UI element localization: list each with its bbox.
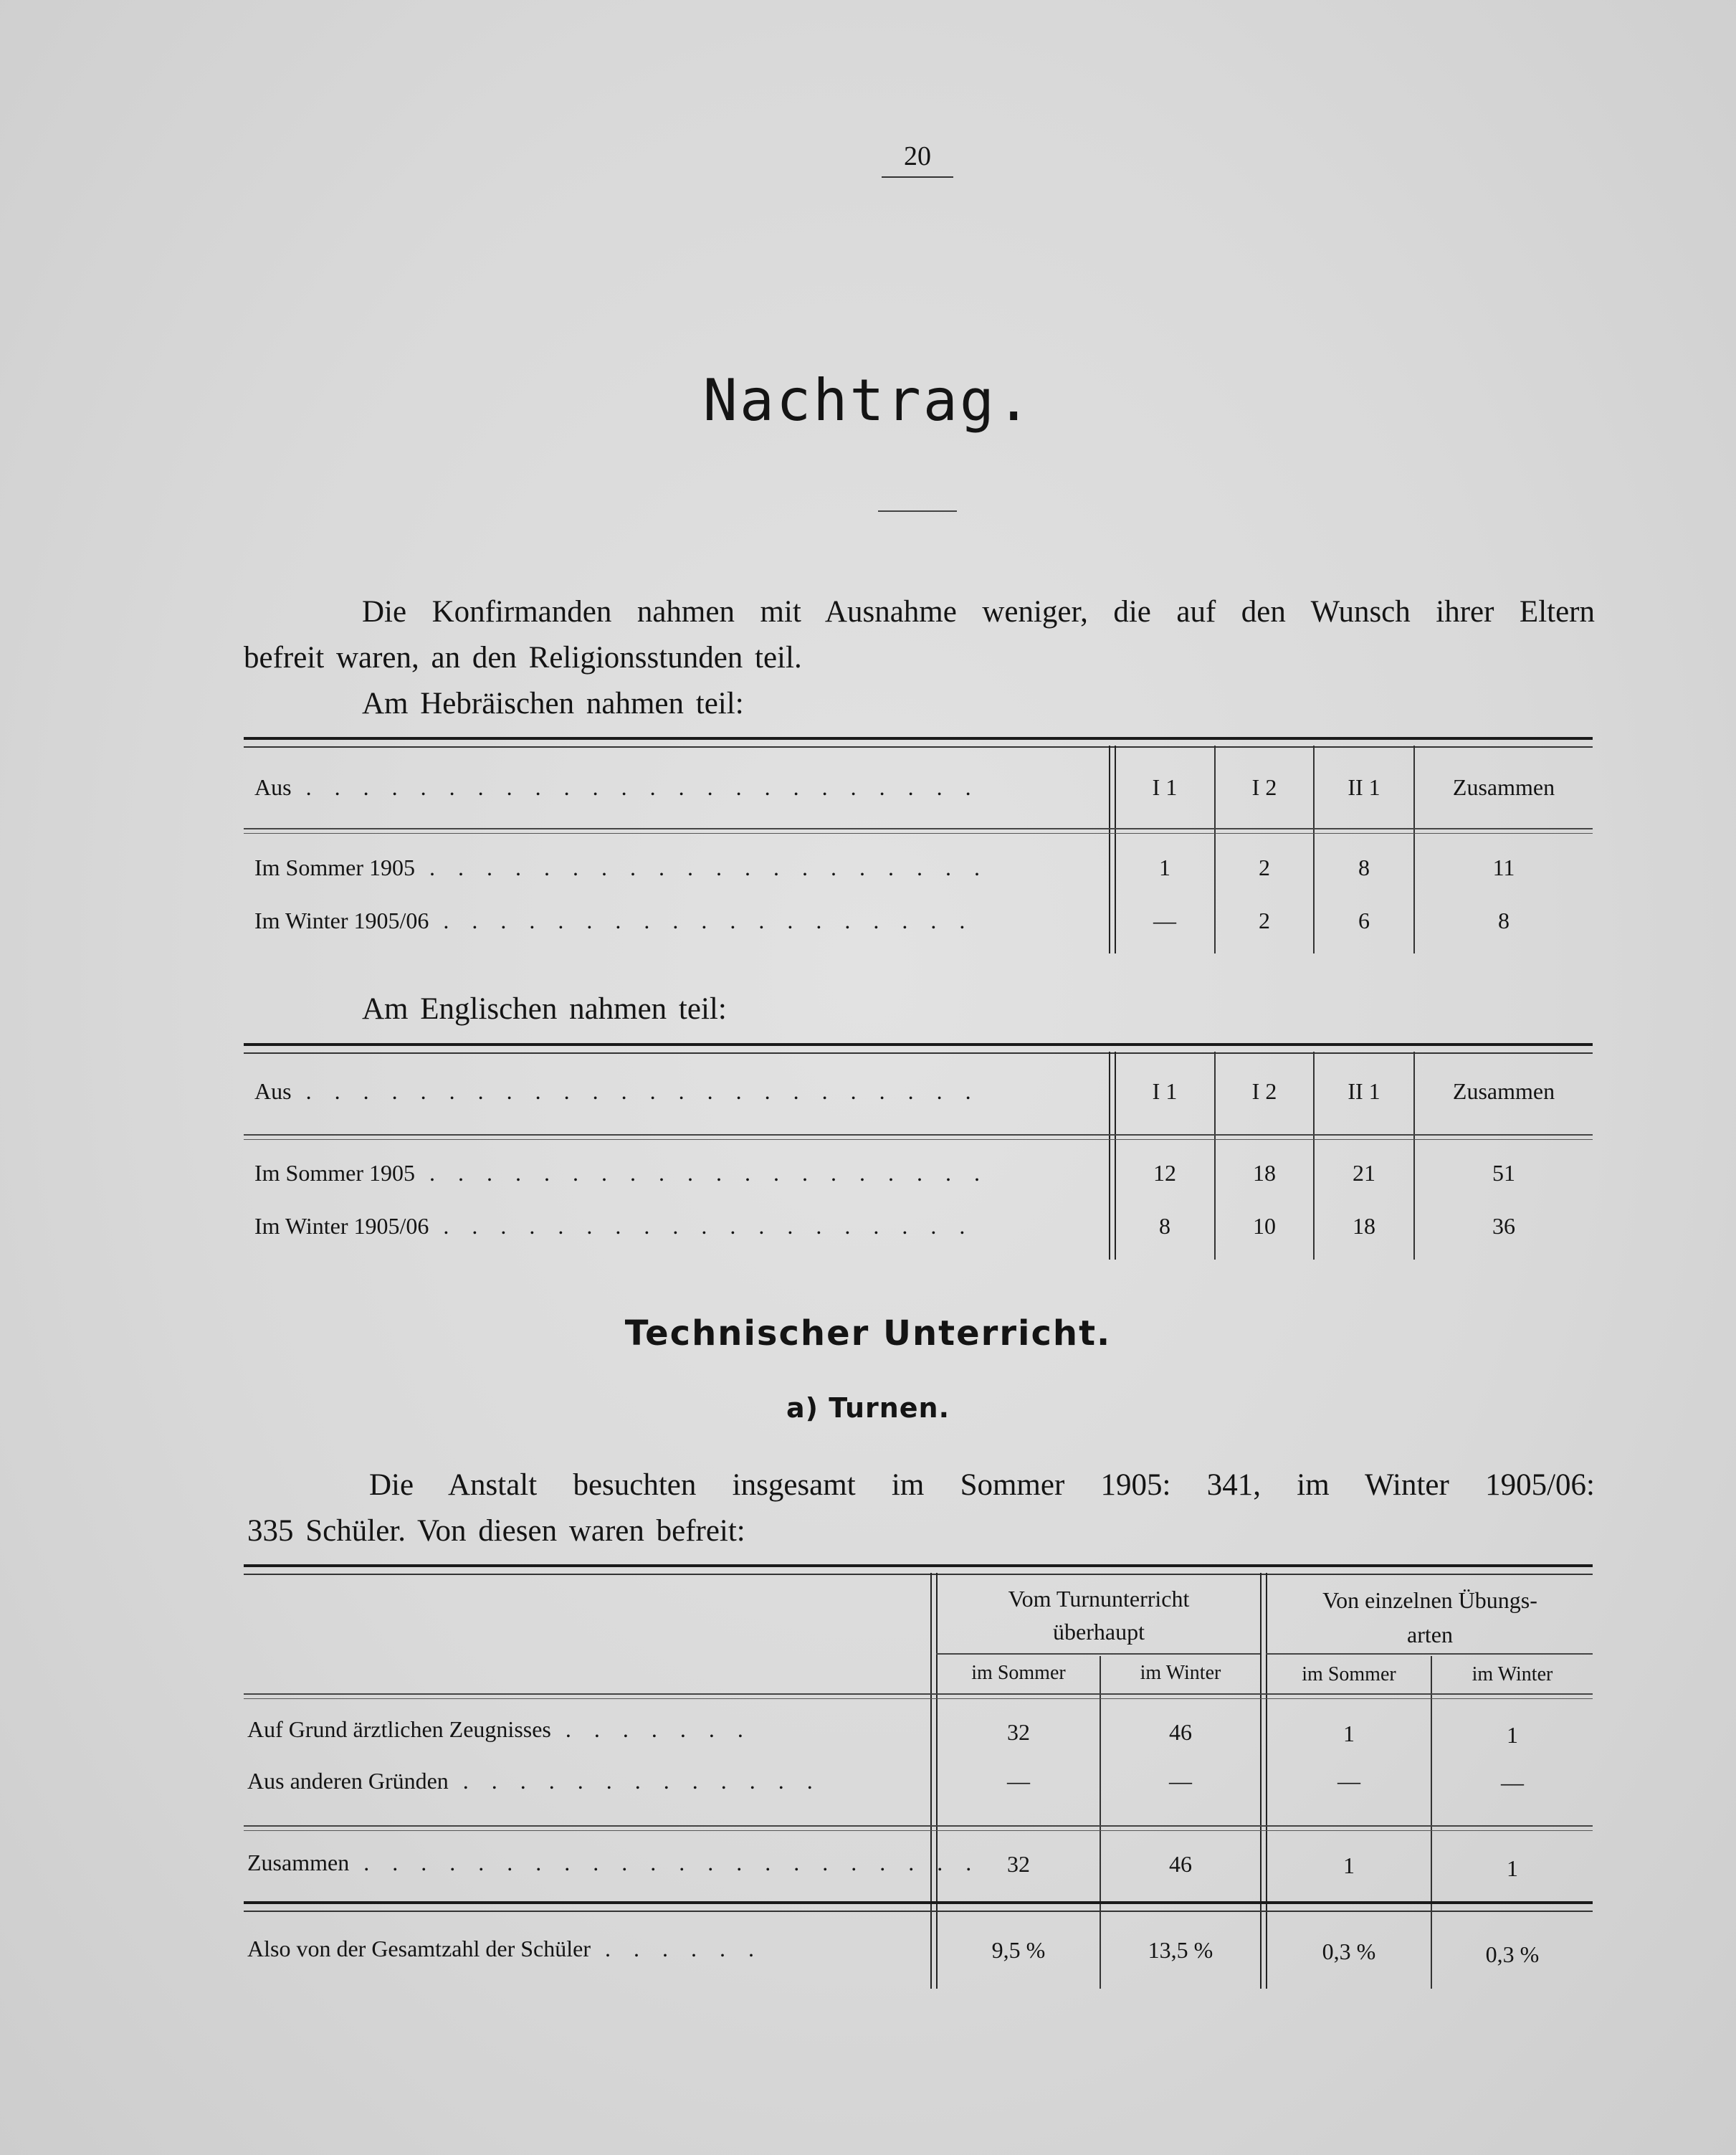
table-header-label: Aus . . . . . . . . . . . . . . . . . . . . . . . . (254, 1078, 980, 1104)
group-header: Vom Turnunterricht (1008, 1586, 1190, 1612)
table-cell: 18 (1353, 1213, 1375, 1239)
intro-line-2: befreit waren, an den Religionsstunden teil. (244, 641, 802, 675)
technical-line-1: Die Anstalt besuchten insgesamt im Sommer 1905: 341, im Winter 1905/06: (369, 1468, 1595, 1502)
table-divider (1109, 746, 1116, 953)
page-number: 20 (882, 141, 953, 178)
table-cell: 8 (1159, 1213, 1170, 1239)
table-divider (930, 1573, 938, 1989)
group-header: arten (1407, 1622, 1453, 1647)
table-divider (1214, 1052, 1216, 1260)
table-total-rule (244, 1901, 1593, 1912)
table-divider (1313, 746, 1315, 953)
sub-header: im Sommer (971, 1662, 1066, 1684)
table-cell: 10 (1253, 1213, 1276, 1239)
section-subheading: a) Turnen. (786, 1392, 950, 1424)
title-divider (878, 510, 957, 512)
table-cell: 11 (1492, 855, 1515, 880)
table-rule (244, 1825, 1593, 1831)
table-cell: 13,5 % (1148, 1937, 1213, 1963)
table-cell: 0,3 % (1485, 1941, 1540, 1967)
table-row-label: Im Sommer 1905 . . . . . . . . . . . . . . . . . . . . (254, 1160, 988, 1186)
table-top-rule (244, 737, 1593, 748)
table-header: I 2 (1251, 1078, 1277, 1104)
table-header: I 2 (1251, 774, 1277, 800)
table-cell: 1 (1343, 1721, 1355, 1746)
table-cell: 12 (1153, 1160, 1176, 1186)
table-cell: 9,5 % (991, 1937, 1046, 1963)
table-cell: — (1501, 1769, 1524, 1795)
table-cell: 1 (1507, 1722, 1518, 1748)
table-cell: 18 (1253, 1160, 1276, 1186)
table-divider (1100, 1656, 1101, 1989)
table-header-rule (244, 1134, 1593, 1140)
table-header-rule (244, 1693, 1593, 1699)
table-cell: 1 (1343, 1852, 1355, 1878)
table-header: Zusammen (1452, 774, 1555, 800)
table-cell: 1 (1159, 855, 1170, 880)
table-cell: — (1153, 908, 1176, 933)
table-divider (1109, 1052, 1116, 1260)
table-cell: 21 (1353, 1160, 1375, 1186)
table-row-label: Im Sommer 1905 . . . . . . . . . . . . . . . . . . . . (254, 855, 988, 880)
table-header-rule (244, 828, 1593, 834)
english-heading: Am Englischen nahmen teil: (362, 992, 727, 1026)
table-divider (1431, 1656, 1432, 1989)
table-divider (1413, 746, 1415, 953)
table-divider (1313, 1052, 1315, 1260)
table-cell: 46 (1169, 1851, 1192, 1877)
table-cell: 2 (1259, 855, 1270, 880)
group-header: Von einzelnen Übungs- (1322, 1587, 1537, 1613)
table-top-rule (244, 1043, 1593, 1054)
table-cell: 2 (1259, 908, 1270, 933)
table-header: II 1 (1348, 1078, 1380, 1104)
intro-line-1: Die Konfirmanden nahmen mit Ausnahme weniger, die auf den Wunsch ihrer Eltern (362, 595, 1595, 629)
table-row-label: Also von der Gesamtzahl der Schüler . . . . . . (247, 1936, 763, 1961)
table-cell: 36 (1492, 1213, 1515, 1239)
group-header: überhaupt (1053, 1619, 1145, 1645)
table-divider (1214, 746, 1216, 953)
technical-line-2: 335 Schüler. Von diesen waren befreit: (247, 1514, 745, 1548)
table-cell: 32 (1007, 1851, 1030, 1877)
table-top-rule (244, 1564, 1593, 1575)
table-header-label: Aus . . . . . . . . . . . . . . . . . . . . . . . . (254, 774, 980, 800)
table-header: II 1 (1348, 774, 1380, 800)
sub-header: im Winter (1472, 1663, 1553, 1685)
table-row-label: Auf Grund ärztlichen Zeugnisses . . . . . . . (247, 1716, 752, 1742)
sub-header: im Sommer (1302, 1663, 1396, 1685)
table-cell: 46 (1169, 1719, 1192, 1745)
table-row-label: Zusammen . . . . . . . . . . . . . . . . . . . . . . (247, 1850, 981, 1875)
table-header: I 1 (1152, 774, 1178, 800)
table-cell: 8 (1358, 855, 1370, 880)
table-row-label: Im Winter 1905/06 . . . . . . . . . . . . . . . . . . . (254, 908, 974, 933)
table-cell: — (1007, 1768, 1030, 1794)
table-header: I 1 (1152, 1078, 1178, 1104)
table-header: Zusammen (1452, 1078, 1555, 1104)
table-row-label: Aus anderen Gründen . . . . . . . . . . . . . (247, 1768, 821, 1794)
hebrew-heading: Am Hebräischen nahmen teil: (362, 687, 744, 720)
section-heading: Technischer Unterricht. (624, 1313, 1112, 1354)
subheader-rule (936, 1653, 1260, 1655)
table-cell: 51 (1492, 1160, 1515, 1186)
table-cell: 0,3 % (1322, 1938, 1376, 1964)
table-divider (1413, 1052, 1415, 1260)
subheader-rule (1266, 1653, 1593, 1655)
table-cell: 8 (1498, 908, 1510, 933)
table-row-label: Im Winter 1905/06 . . . . . . . . . . . . . . . . . . . (254, 1213, 974, 1239)
table-cell: 6 (1358, 908, 1370, 933)
table-divider (1260, 1573, 1267, 1989)
table-cell: 1 (1507, 1855, 1518, 1881)
sub-header: im Winter (1140, 1662, 1221, 1684)
table-cell: — (1169, 1768, 1192, 1794)
table-cell: — (1337, 1768, 1360, 1794)
page-title: Nachtrag. (702, 367, 1034, 434)
table-cell: 32 (1007, 1719, 1030, 1745)
